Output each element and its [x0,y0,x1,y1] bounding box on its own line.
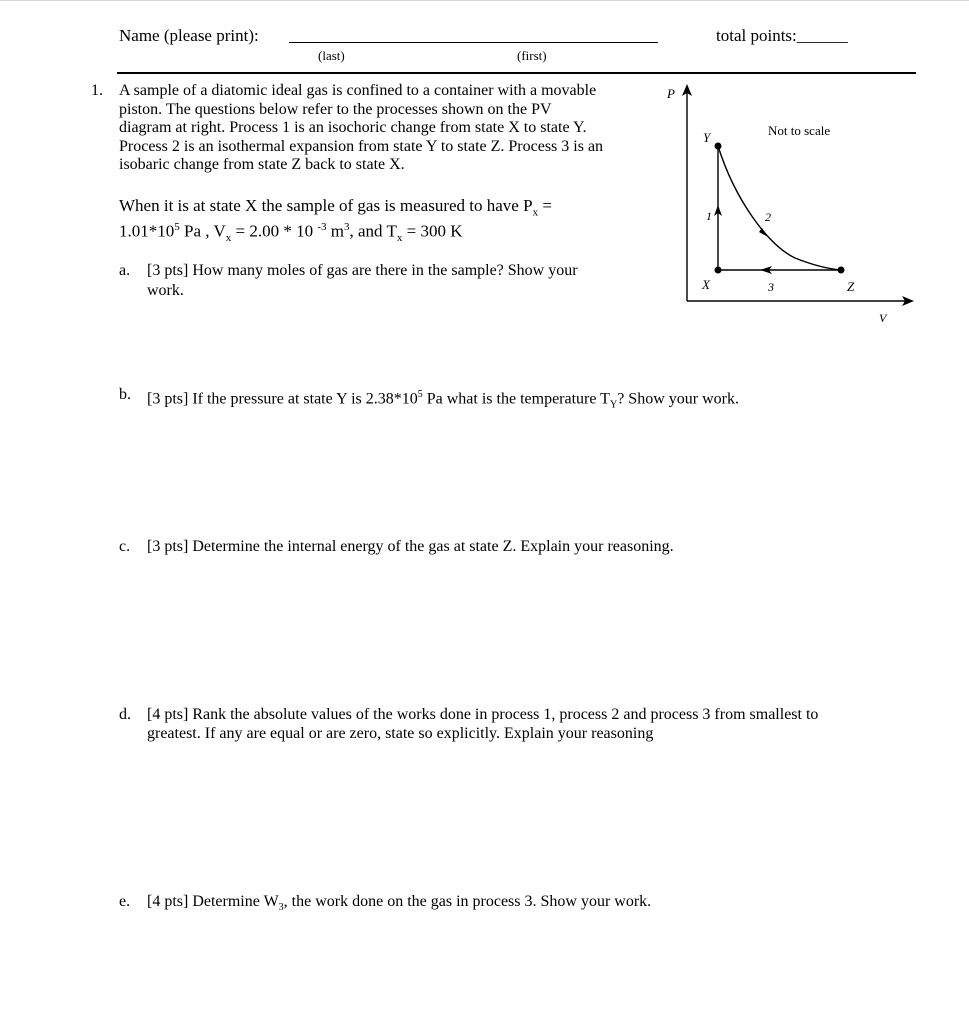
not-to-scale-note: Not to scale [768,123,831,138]
part-b-text [147,386,739,415]
part-b-letter: b. [119,386,131,403]
part-e-letter: e. [119,893,131,910]
process-2-curve [718,146,841,270]
part-c-text: [3 pts] Determine the internal energy of the gas at state Z. Explain your reasoning. [147,538,674,555]
process-3-label: 3 [768,280,774,294]
given-text: When it is at state X the sample of gas is measured to have P [119,196,533,215]
px-value: 1.01*10 [119,221,175,241]
header-divider [117,72,916,74]
px-exp: 5 [174,221,180,233]
m-exp: 3 [343,221,350,233]
first-label: (first) [517,48,547,63]
state-x-point [715,267,722,274]
page-top-border [0,0,969,1]
vx-exp: -3 [317,221,327,233]
given-line-2 [119,218,462,248]
part-e-text [147,893,651,918]
intro-line: isobaric change from state Z back to state X. [119,156,405,173]
part-e-post: , the work done on the gas in process 3. Show your work. [283,893,652,910]
part-b-exp: 5 [417,389,423,400]
process-1-label: 1 [706,209,712,223]
px-sub: x [532,206,539,219]
part-a-text: [3 pts] How many moles of gas are there in the sample? Show your [147,262,578,279]
last-label: (last) [318,48,345,63]
process-2-arrow [759,228,768,237]
state-x-label: X [702,277,710,292]
process-2-label: 2 [765,210,771,224]
vx-value: = 2.00 * 10 [231,221,318,241]
name-line[interactable] [289,42,658,43]
tx-value: = 300 K [402,221,463,241]
intro-line: piston. The questions below refer to the processes shown on the PV [119,100,552,118]
pa-unit: Pa , V [179,221,226,241]
question-number: 1. [91,82,103,99]
p-axis-label: P [667,86,675,101]
m-unit: m [326,221,344,241]
intro-line: diagram at right. Process 1 is an isochoric change from state X to state Y. [119,119,587,136]
vx-sub: x [225,232,232,245]
part-c-letter: c. [119,538,131,555]
state-y-label: Y [703,130,711,145]
part-a-letter: a. [119,262,131,279]
part-b-sub: Y [609,399,618,411]
px-equals: = [538,196,552,215]
pv-diagram [660,80,920,330]
part-b-tail: ? Show your work. [617,390,739,408]
state-y-point [715,143,722,150]
part-d-text: [4 pts] Rank the absolute values of the works done in process 1, process 2 and process 3 from smallest to [147,706,819,723]
state-z-point [838,267,845,274]
question-intro [119,82,603,175]
part-a-text2: work. [147,282,184,299]
part-b-pre: [3 pts] If the pressure at state Y is 2.38*10 [147,390,418,408]
and-t: , and T [349,221,397,241]
part-e-sub: 3 [278,902,284,914]
name-label: Name (please print): [119,26,259,45]
tx-sub: x [396,232,403,245]
v-axis-label: V [879,311,887,325]
intro-line: Process 2 is an isothermal expansion from state Y to state Z. Process 3 is an [119,137,604,155]
total-points-label: total points:______ [716,26,848,45]
intro-line: A sample of a diatomic ideal gas is confined to a container with a movable [119,82,597,99]
part-e-pre: [4 pts] Determine W [147,893,279,910]
part-d-text2: greatest. If any are equal or are zero, state so explicitly. Explain your reasoning [147,725,654,742]
state-z-label: Z [847,279,855,294]
part-d-letter: d. [119,706,131,723]
part-b-post: Pa what is the temperature T [422,390,610,408]
